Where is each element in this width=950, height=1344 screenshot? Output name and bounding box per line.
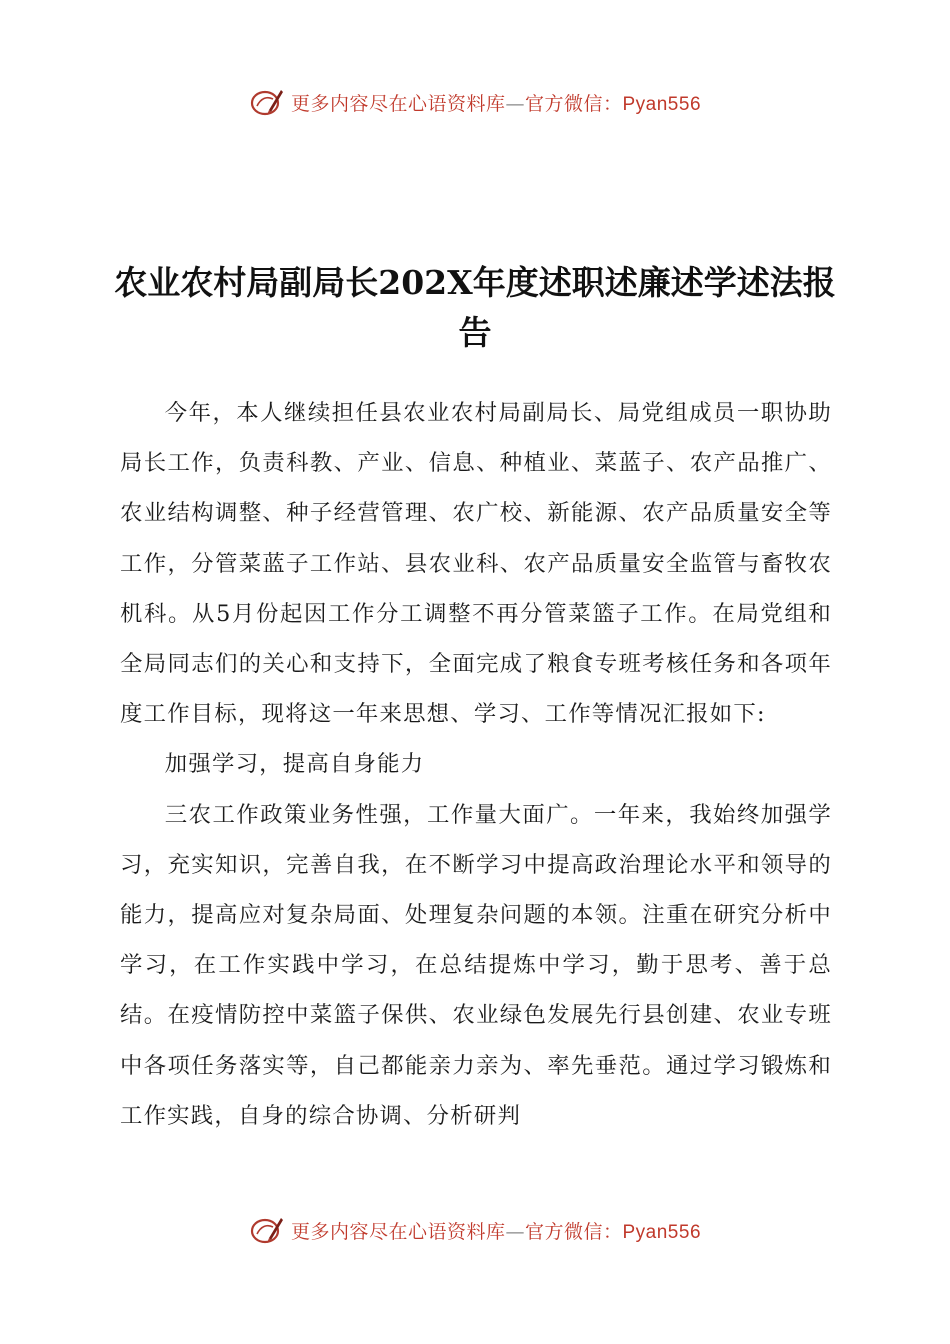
document-body [120,388,832,1141]
body-paragraph-intro: 今年，本人继续担任县农业农村局副局长、局党组成员一职协助局长工作，负责科教、产业、信息、种植业、菜蓝子、农产品推广、农业结构调整、种子经营管理、农广校、新能源、农产品质量安全等工作，分管菜蓝子工作站、县农业科、农产品质量安全监管与畜牧农机科。从5月份起因工作分工调整不再分管菜篮子工作。在局党组和全局同志们的关心和支持下，全面完成了粮食专班考核任务和各项年度工作目标，现将这一年来思想、学习、工作等情况汇报如下: [120,400,832,728]
banner-separator: — [505,1220,525,1243]
footer-watermark-banner [0,1210,950,1250]
banner-text [291,89,701,116]
banner-wechat-id: Pyan556 [622,1221,702,1243]
pen-logo-icon [249,1212,285,1248]
banner-separator: — [505,92,525,115]
banner-text [291,1217,701,1244]
section-heading: 加强学习，提高自身能力 [164,751,425,778]
body-paragraph-study: 三农工作政策业务性强，工作量大面广。一年来，我始终加强学习，充实知识，完善自我，在不断学习中提高政治理论水平和领导的能力，提高应对复杂局面、处理复杂问题的本领。注重在研究分析中学习，在工作实践中学习，在总结提炼中学习，勤于思考、善于总结。在疫情防控中菜篮子保供、农业绿色发展先行县创建、农业专班中各项任务落实等，自己都能亲力亲为、率先垂范。通过学习锻炼和工作实践，自身的综合协调、分析研判 [120,801,832,1129]
banner-wechat-id: Pyan556 [622,93,702,115]
header-watermark-banner [0,82,950,122]
banner-official-label: 官方微信： [524,92,623,115]
banner-main-text: 更多内容尽在心语资料库 [290,1220,506,1243]
banner-official-label: 官方微信： [524,1220,623,1243]
pen-logo-icon [249,84,285,120]
document-title: 农业农村局副局长202X年度述职述廉述学述法报告 [114,263,836,352]
banner-main-text: 更多内容尽在心语资料库 [290,92,506,115]
